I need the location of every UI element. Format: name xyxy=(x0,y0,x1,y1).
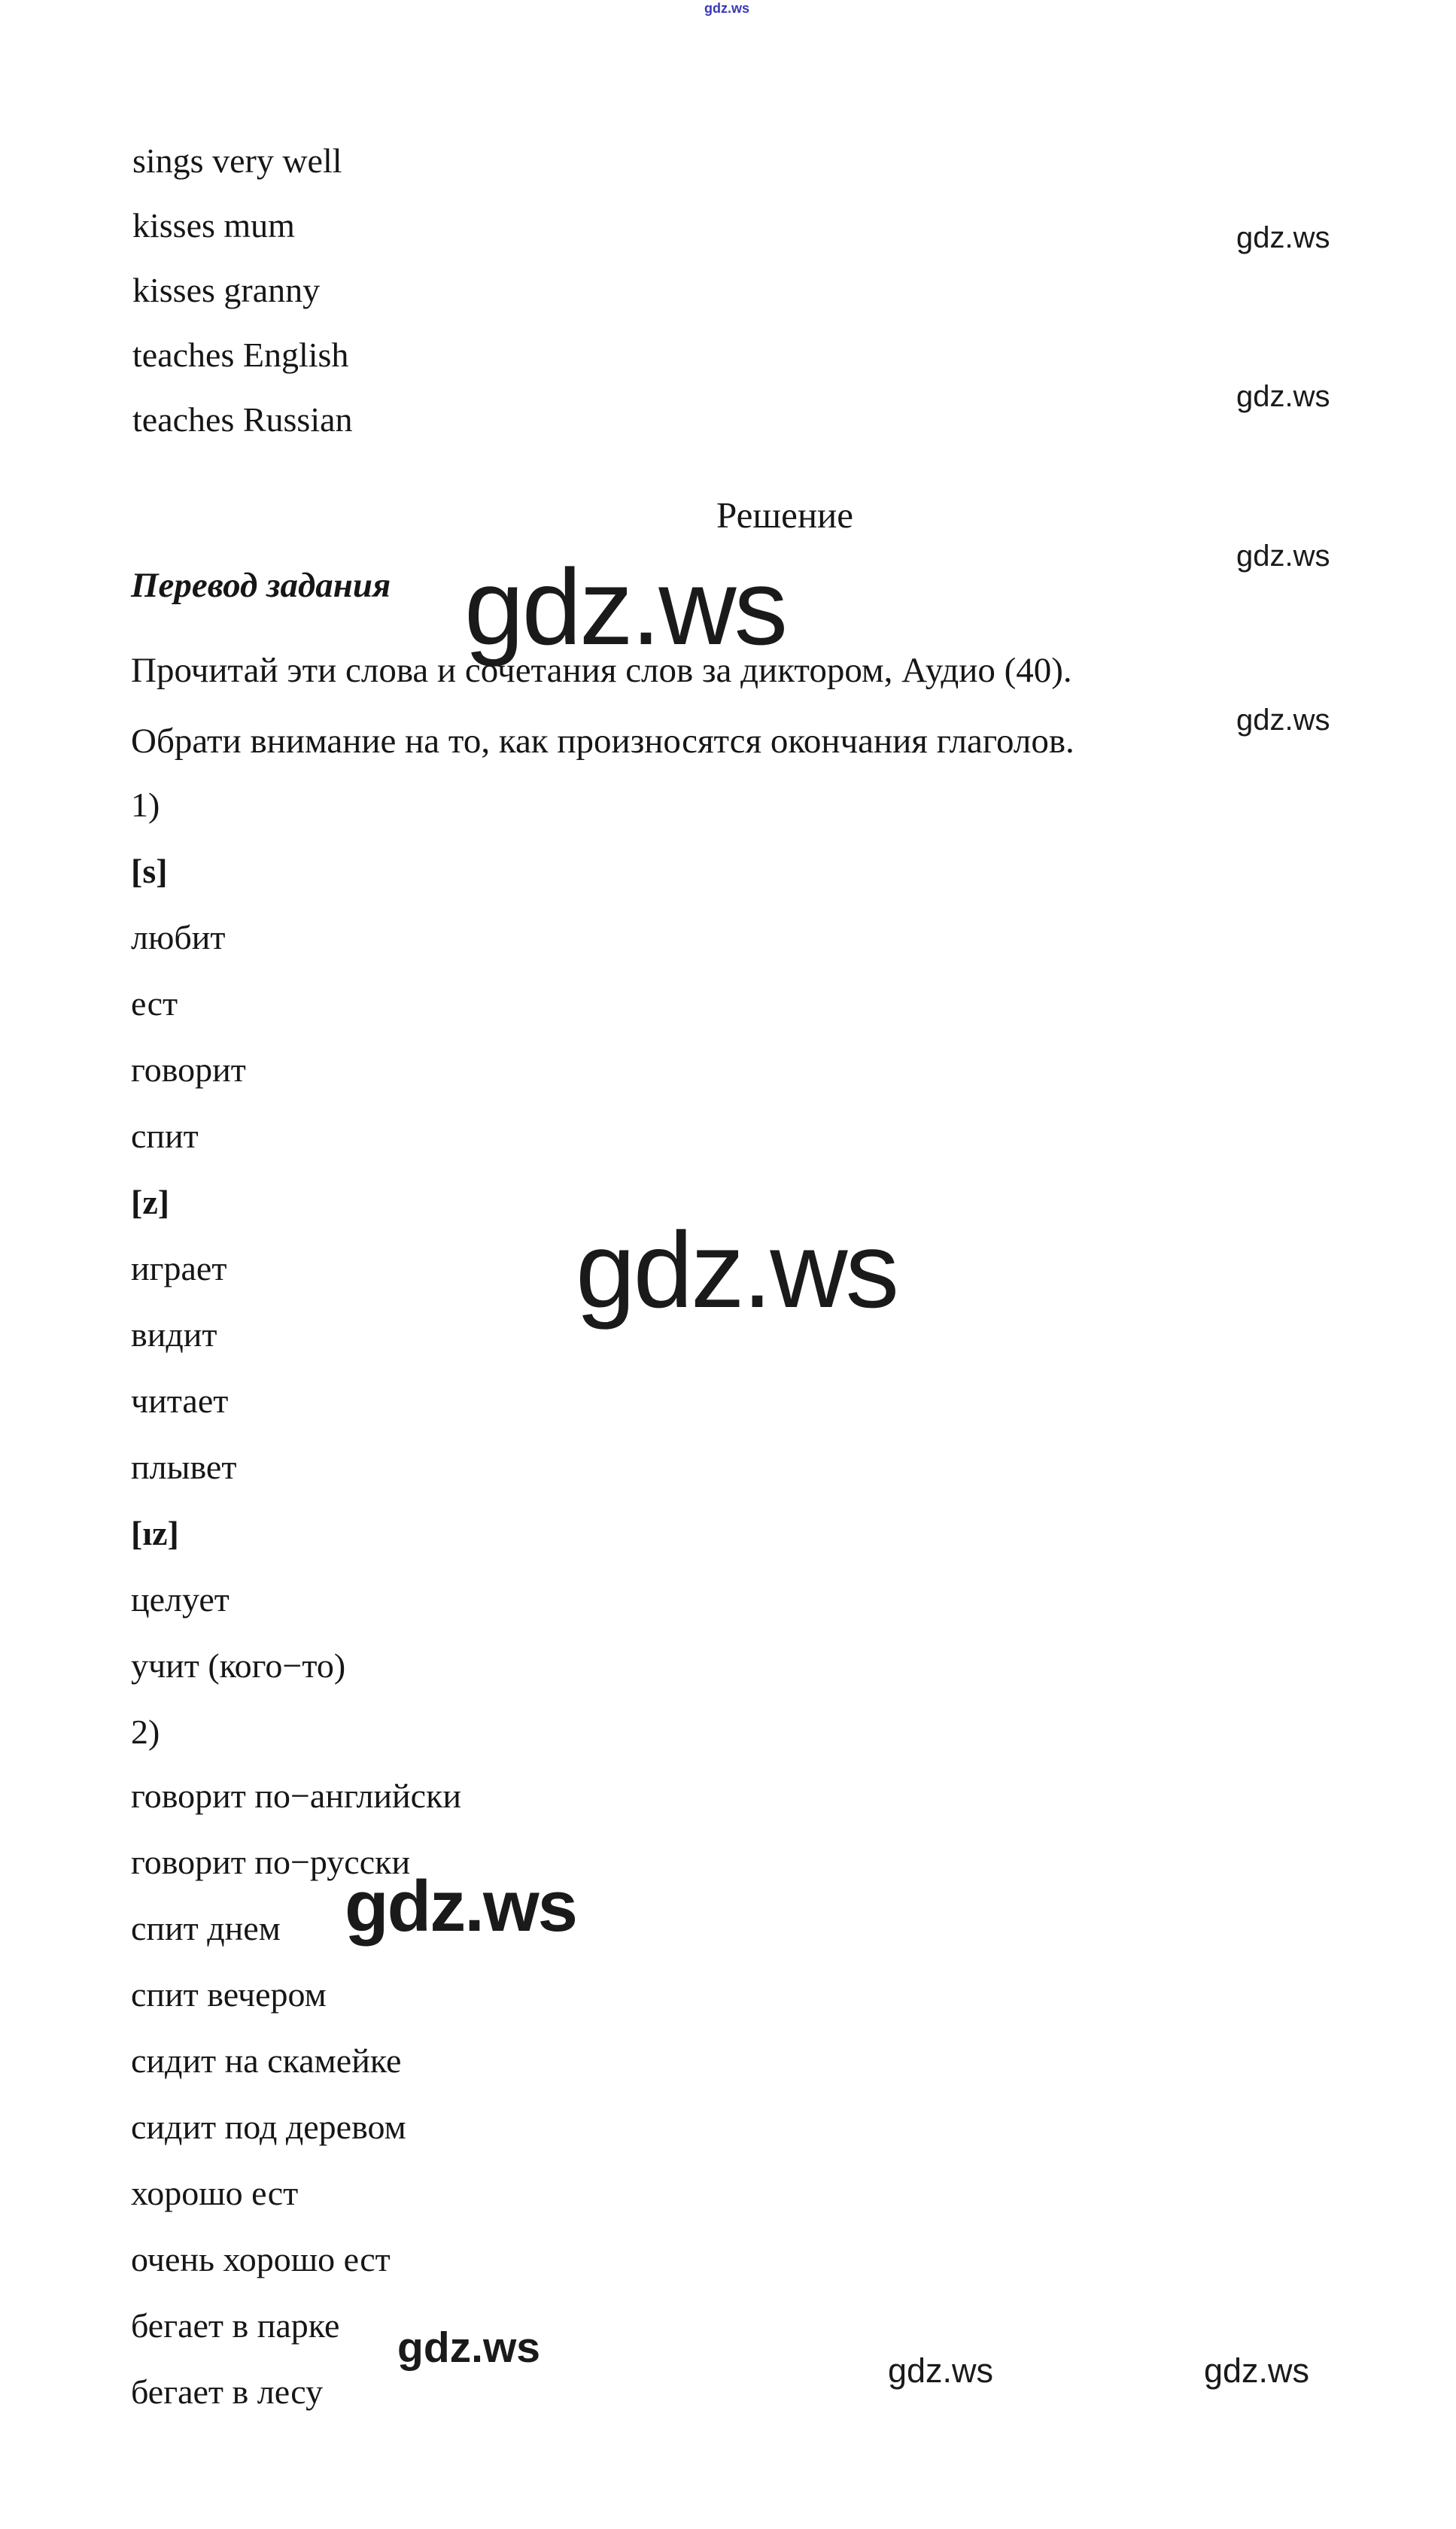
gdz-watermark-right-4: gdz.ws xyxy=(1236,704,1330,737)
english-phrase: sings very well xyxy=(132,141,342,180)
word-list-item: играет xyxy=(131,1249,227,1287)
pronunciation-word-list xyxy=(131,772,345,1765)
phrase-translation-list xyxy=(131,1763,461,2425)
phrase-list-item: сидит на скамейке xyxy=(131,2041,402,2080)
phrase-list-item: спит днем xyxy=(131,1909,281,1947)
word-list-item: читает xyxy=(131,1382,229,1420)
phrase-list-item: бегает в лесу xyxy=(131,2372,324,2411)
word-list-item: [z] xyxy=(131,1183,170,1221)
english-phrase: kisses granny xyxy=(132,271,321,309)
gdz-watermark-right-3: gdz.ws xyxy=(1236,540,1330,573)
gdz-watermark-right-2: gdz.ws xyxy=(1236,380,1330,413)
word-list-item: 2) xyxy=(131,1713,160,1751)
phrase-list-item: сидит под деревом xyxy=(131,2108,406,2146)
translation-heading: Перевод задания xyxy=(131,566,391,605)
word-list-item: видит xyxy=(131,1315,217,1354)
phrase-list-item: бегает в парке xyxy=(131,2306,340,2345)
phrase-list-item: говорит по−английски xyxy=(131,1777,462,1815)
phrase-list-item: очень хорошо ест xyxy=(131,2240,391,2278)
word-list-item: [s] xyxy=(131,852,168,890)
word-list-item: целует xyxy=(131,1580,229,1619)
word-list-item: [ız] xyxy=(131,1514,179,1552)
word-list-item: любит xyxy=(131,918,226,956)
english-phrase: teaches Russian xyxy=(132,400,353,439)
gdz-watermark-top: gdz.ws xyxy=(704,1,750,16)
gdz-watermark-bottom-1: gdz.ws xyxy=(397,2324,541,2372)
phrase-list-item: говорит по−русски xyxy=(131,1843,411,1881)
word-list-item: ест xyxy=(131,984,178,1023)
word-list-item: спит xyxy=(131,1117,199,1155)
task-instruction xyxy=(131,635,1075,777)
english-phrase: teaches English xyxy=(132,336,349,374)
word-list-item: говорит xyxy=(131,1050,246,1089)
gdz-watermark-bottom-3: gdz.ws xyxy=(1204,2351,1310,2390)
gdz-watermark-bottom-2: gdz.ws xyxy=(888,2351,994,2390)
solution-heading: Решение xyxy=(716,494,854,536)
phrase-list-item: хорошо ест xyxy=(131,2174,299,2212)
word-list-item: 1) xyxy=(131,786,160,824)
word-list-item: учит (кого−то) xyxy=(131,1646,346,1685)
english-phrase-list xyxy=(132,129,353,452)
phrase-list-item: спит вечером xyxy=(131,1975,327,2014)
instruction-line: Прочитай эти слова и сочетания слов за диктором, Аудио (40). xyxy=(131,651,1072,690)
gdz-watermark-inline: gdz.ws xyxy=(345,1866,577,1947)
gdz-watermark-large-middle: gdz.ws xyxy=(576,1211,898,1330)
gdz-watermark-large-top: gdz.ws xyxy=(464,548,786,667)
english-phrase: kisses mum xyxy=(132,206,295,245)
word-list-item: плывет xyxy=(131,1448,237,1486)
gdz-watermark-right-1: gdz.ws xyxy=(1236,221,1330,254)
instruction-line: Обрати внимание на то, как произносятся окончания глаголов. xyxy=(131,722,1075,761)
